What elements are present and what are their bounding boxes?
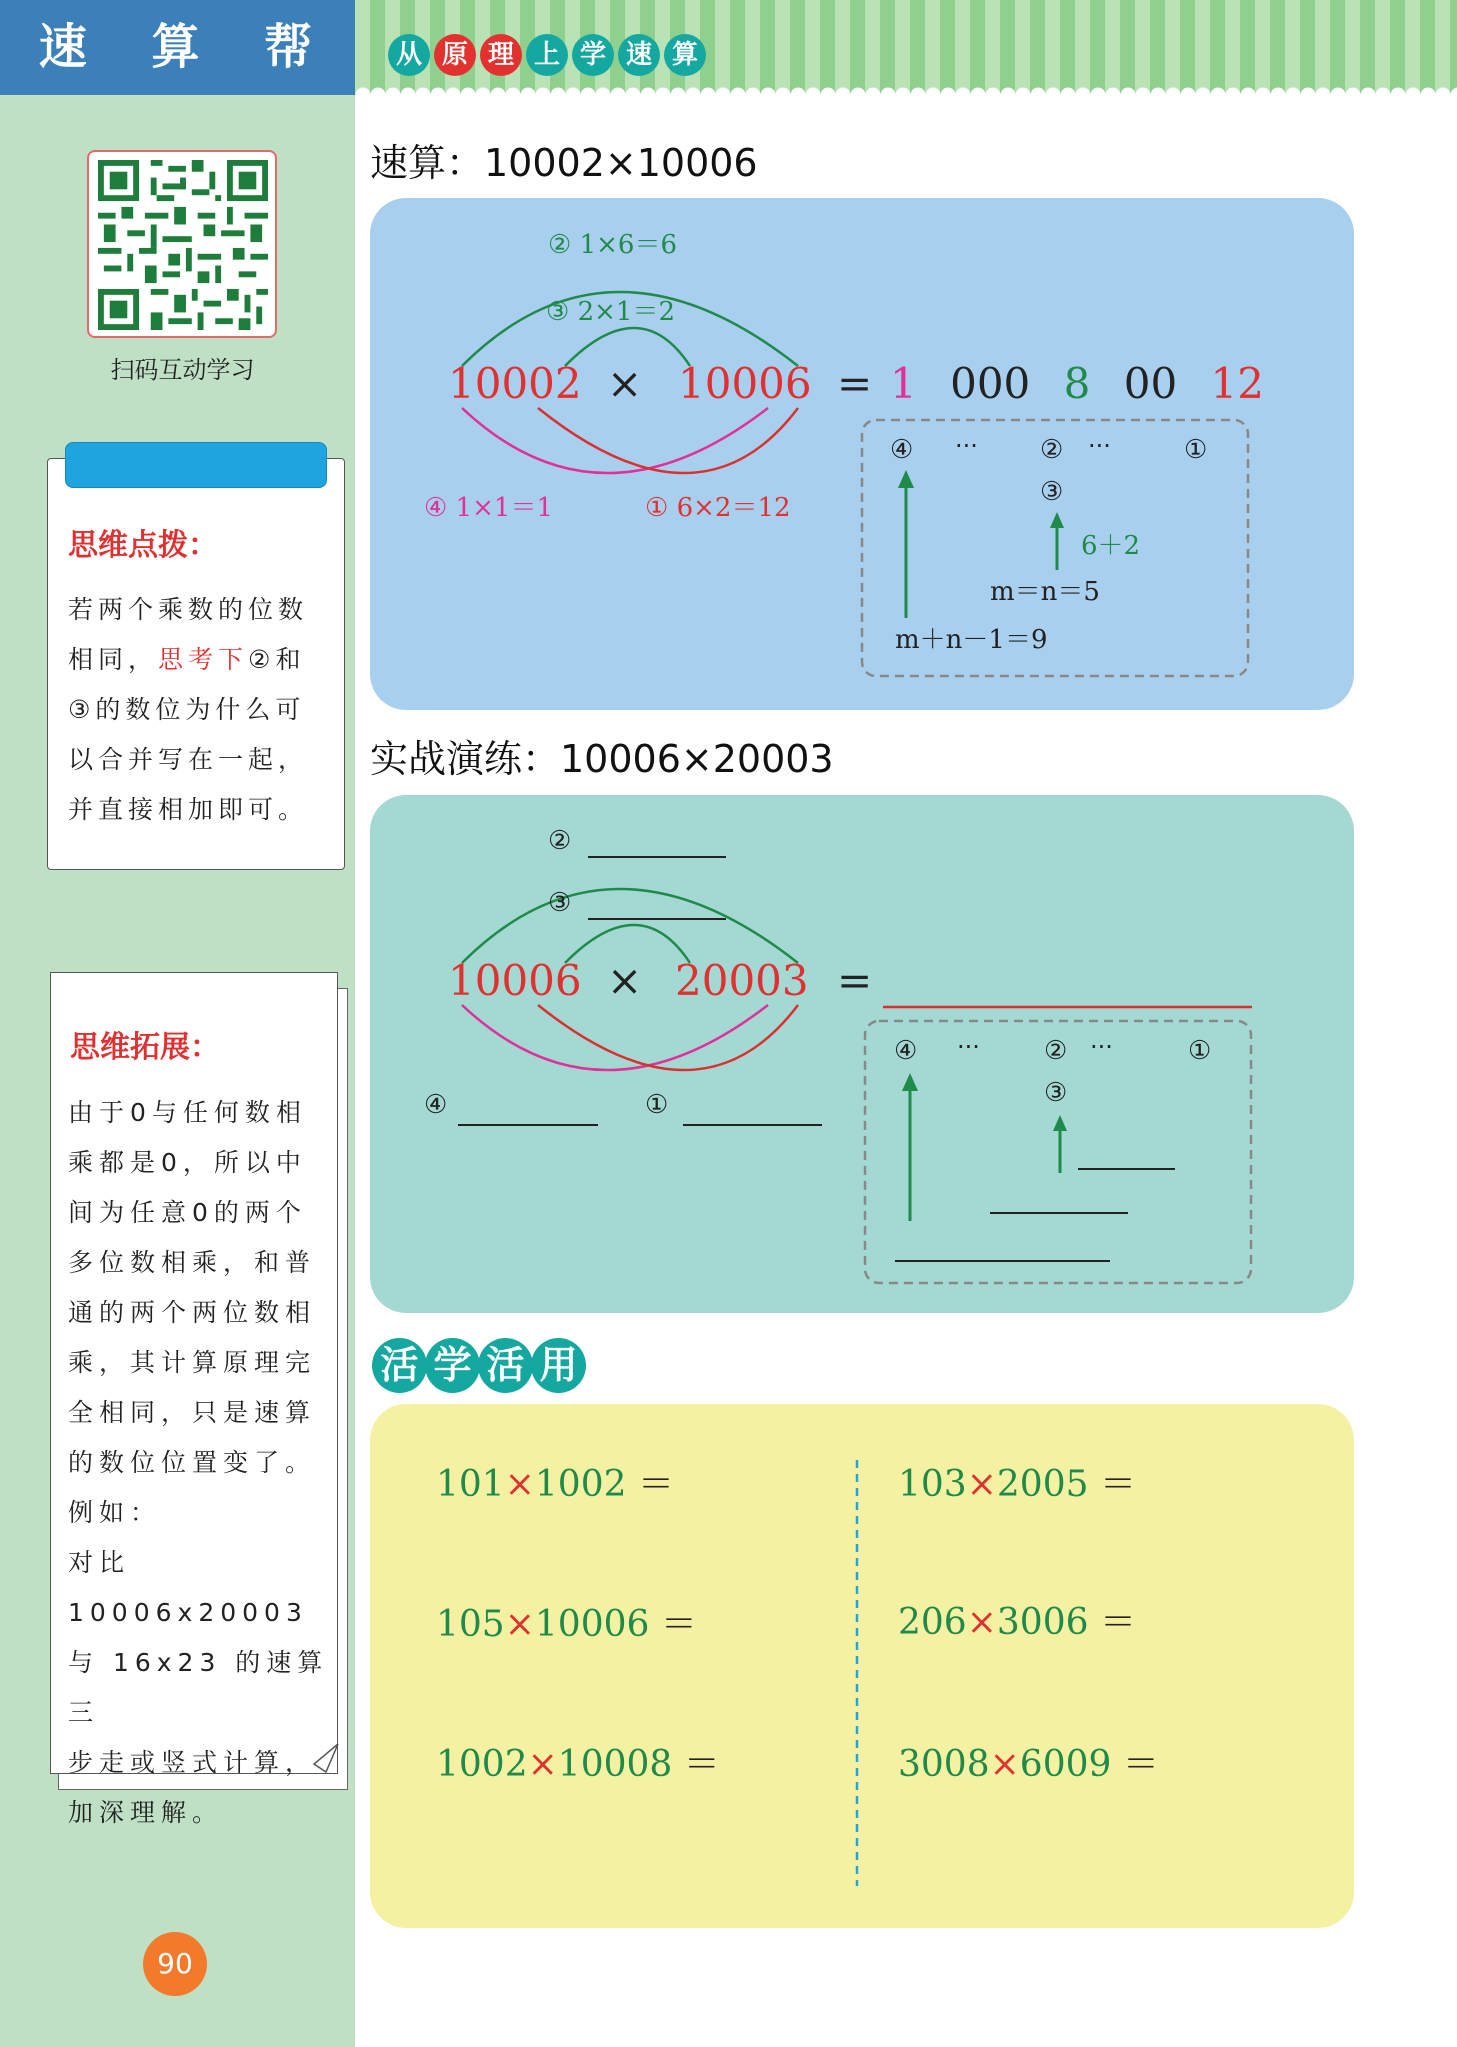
- box-c1: ①: [1184, 435, 1208, 465]
- extension-title: 思维拓展：: [70, 1030, 220, 1065]
- extension-line: 与 16x23 的速算三: [68, 1648, 329, 1727]
- header-stripe: [1225, 0, 1240, 95]
- exercise-times: ×: [966, 1602, 997, 1643]
- exercise-b: 6009: [1019, 1744, 1112, 1785]
- exercise-item: [898, 1594, 1136, 1645]
- extension-line: 通的两个两位数相: [68, 1298, 317, 1327]
- arrow-up-icon: [1050, 512, 1064, 528]
- exercise-item: [898, 1736, 1159, 1787]
- multiplicand-b: 20003: [675, 956, 809, 1005]
- header-tag-char: 学: [572, 34, 614, 76]
- exercise-item: [436, 1596, 697, 1647]
- exercise-times: ×: [504, 1464, 535, 1505]
- box-mn: m＝n＝5: [990, 577, 1100, 607]
- exercise-a: 1002: [436, 1744, 528, 1785]
- header-stripe: [1105, 0, 1120, 95]
- exercise-times: ×: [989, 1744, 1020, 1785]
- header-tag-char: 算: [664, 34, 706, 76]
- exercise-times: ×: [527, 1744, 558, 1785]
- qr-code[interactable]: [87, 150, 277, 338]
- exercise-eq: ＝: [683, 1744, 720, 1785]
- header-stripe: [1255, 0, 1270, 95]
- exercise-times: ×: [966, 1464, 997, 1505]
- step4-label: ④ 1×1＝1: [424, 493, 553, 523]
- example-heading: 速算：10002×10006: [370, 141, 758, 185]
- header-stripe: [805, 0, 820, 95]
- box-dots: ···: [1090, 1033, 1113, 1061]
- header-stripe: [1195, 0, 1210, 95]
- multiplicand-b: 10006: [678, 359, 812, 408]
- exercise-eq: ＝: [1099, 1602, 1136, 1643]
- extension-line: 对比 10006x20003: [68, 1548, 308, 1627]
- exercise-eq: ＝: [660, 1604, 697, 1645]
- header-stripe: [1135, 0, 1150, 95]
- extension-line: 例如：: [68, 1498, 162, 1527]
- box-dots: ···: [1088, 432, 1111, 460]
- exercise-a: 101: [436, 1464, 505, 1505]
- header-tag-char: 原: [434, 34, 476, 76]
- exercise-b: 3006: [996, 1602, 1089, 1643]
- header-stripe: [1315, 0, 1330, 95]
- arc-magenta-bottom: [462, 1005, 768, 1070]
- step3-label: ③ 2×1＝2: [546, 297, 675, 327]
- header-stripe: [1045, 0, 1060, 95]
- extension-line: 的数位位置变了。: [68, 1448, 317, 1477]
- header-tag-char: 从: [388, 34, 430, 76]
- box-c3: ③: [1040, 477, 1064, 507]
- extension-line: 多位数相乘，和普: [68, 1248, 317, 1277]
- header-stripe: [745, 0, 760, 95]
- header-tag-char: 理: [480, 34, 522, 76]
- header-stripe: [985, 0, 1000, 95]
- exercise-item: [436, 1736, 720, 1787]
- box-c4: ④: [894, 1036, 918, 1066]
- result-part: 000: [950, 359, 1031, 408]
- times-sign: ×: [607, 359, 643, 408]
- extension-line: 全相同，只是速算: [68, 1398, 317, 1427]
- extension-line: 乘，其计算原理完: [68, 1348, 317, 1377]
- box-c2: ②: [1040, 435, 1064, 465]
- box-dots: ···: [957, 1033, 980, 1061]
- exercise-a: 103: [898, 1464, 967, 1505]
- header-stripe: [715, 0, 730, 95]
- brand-title: 速 算 帮: [0, 0, 355, 95]
- exercise-item: [436, 1456, 674, 1507]
- practice-diagram: [370, 795, 1354, 1313]
- step2-label: ② 1×6＝6: [548, 230, 677, 260]
- extension-line: 步走或竖式计算，: [68, 1748, 317, 1777]
- exercise-a: 3008: [898, 1744, 990, 1785]
- exercise-a: 206: [898, 1602, 967, 1643]
- apply-title-char: 活: [372, 1338, 427, 1393]
- result: [890, 359, 1264, 408]
- qr-caption: 扫码互动学习: [110, 356, 255, 384]
- box-sum: 6＋2: [1081, 531, 1141, 561]
- header-stripe: [895, 0, 910, 95]
- extension-line: 乘都是0，所以中: [68, 1148, 307, 1177]
- tip-body: [68, 585, 328, 835]
- box-dots: ···: [955, 432, 978, 460]
- arrow-up-icon: [898, 470, 914, 488]
- result-part: 1: [890, 359, 917, 408]
- extension-line: 由于0与任何数相: [68, 1098, 307, 1127]
- example-diagram: [370, 198, 1354, 710]
- header-stripe: [1405, 0, 1420, 95]
- header-stripe: [1075, 0, 1090, 95]
- box-c1: ①: [1188, 1036, 1212, 1066]
- arrow-up-icon: [1053, 1115, 1067, 1131]
- result-part: 12: [1210, 359, 1264, 408]
- qr-code-icon: [97, 160, 269, 330]
- exercise-b: 2005: [996, 1464, 1089, 1505]
- apply-title-char: 学: [425, 1338, 480, 1393]
- exercise-eq: ＝: [1122, 1744, 1159, 1785]
- apply-title: [372, 1338, 584, 1393]
- multiplicand-a: 10002: [448, 359, 582, 408]
- exercise-item: [898, 1456, 1136, 1507]
- header-stripe: [775, 0, 790, 95]
- header-tag-char: 速: [618, 34, 660, 76]
- exercise-eq: ＝: [637, 1464, 674, 1505]
- blank-c3-label: ③: [548, 888, 572, 918]
- multiplicand-a: 10006: [448, 956, 582, 1005]
- header-tag: [388, 34, 706, 80]
- header-stripe: [865, 0, 880, 95]
- header-stripe: [955, 0, 970, 95]
- header-stripe: [1165, 0, 1180, 95]
- blank-c4-label: ④: [424, 1090, 448, 1120]
- header-stripe: [1285, 0, 1300, 95]
- page-number: 90: [143, 1932, 207, 1996]
- box-c4: ④: [890, 435, 914, 465]
- header-stripe: [1345, 0, 1360, 95]
- tip-card-tab: [65, 442, 327, 488]
- tip-text-b: ②和③的数位为什么可以合并写在一起，并直接相加即可。: [68, 645, 309, 824]
- apply-title-char: 用: [531, 1338, 586, 1393]
- blank-c2-label: ②: [548, 826, 572, 856]
- tip-text-a: 若两个乘数的位数相同，: [68, 595, 309, 674]
- header-stripe: [1435, 0, 1450, 95]
- equals-sign: =: [837, 359, 873, 408]
- box-c2: ②: [1044, 1036, 1068, 1066]
- result-part: 00: [1123, 359, 1178, 408]
- example-panel: [370, 198, 1354, 710]
- arc-magenta-bottom: [462, 408, 768, 473]
- exercise-eq: ＝: [1099, 1464, 1136, 1505]
- practice-heading: 实战演练：10006×20003: [370, 737, 834, 781]
- header-stripe: [835, 0, 850, 95]
- exercise-b: 1002: [534, 1464, 627, 1505]
- header-tag-char: 上: [526, 34, 568, 76]
- extension-line: 加深理解。: [68, 1798, 224, 1827]
- header-stripe: [1375, 0, 1390, 95]
- header-stripe: [925, 0, 940, 95]
- exercise-b: 10008: [557, 1744, 673, 1785]
- apply-title-char: 活: [478, 1338, 533, 1393]
- tip-highlight: 思考下: [158, 645, 249, 674]
- tip-title: 思维点拨：: [68, 528, 218, 563]
- box-mn1: m＋n－1＝9: [895, 625, 1048, 655]
- extension-body: [68, 1088, 338, 1838]
- box-c3: ③: [1044, 1078, 1068, 1108]
- exercise-times: ×: [504, 1604, 535, 1645]
- step1-label: ① 6×2＝12: [645, 493, 791, 523]
- practice-panel: [370, 795, 1354, 1313]
- times-sign: ×: [607, 956, 643, 1005]
- blank-c1-label: ①: [645, 1090, 669, 1120]
- exercise-b: 10006: [534, 1604, 650, 1645]
- arrow-up-icon: [902, 1073, 918, 1091]
- exercise-a: 105: [436, 1604, 505, 1645]
- header-stripe: [355, 0, 370, 95]
- result-part: 8: [1063, 359, 1091, 408]
- header-stripe: [1015, 0, 1030, 95]
- equals-sign: =: [837, 956, 873, 1005]
- extension-line: 间为任意0的两个: [68, 1198, 307, 1227]
